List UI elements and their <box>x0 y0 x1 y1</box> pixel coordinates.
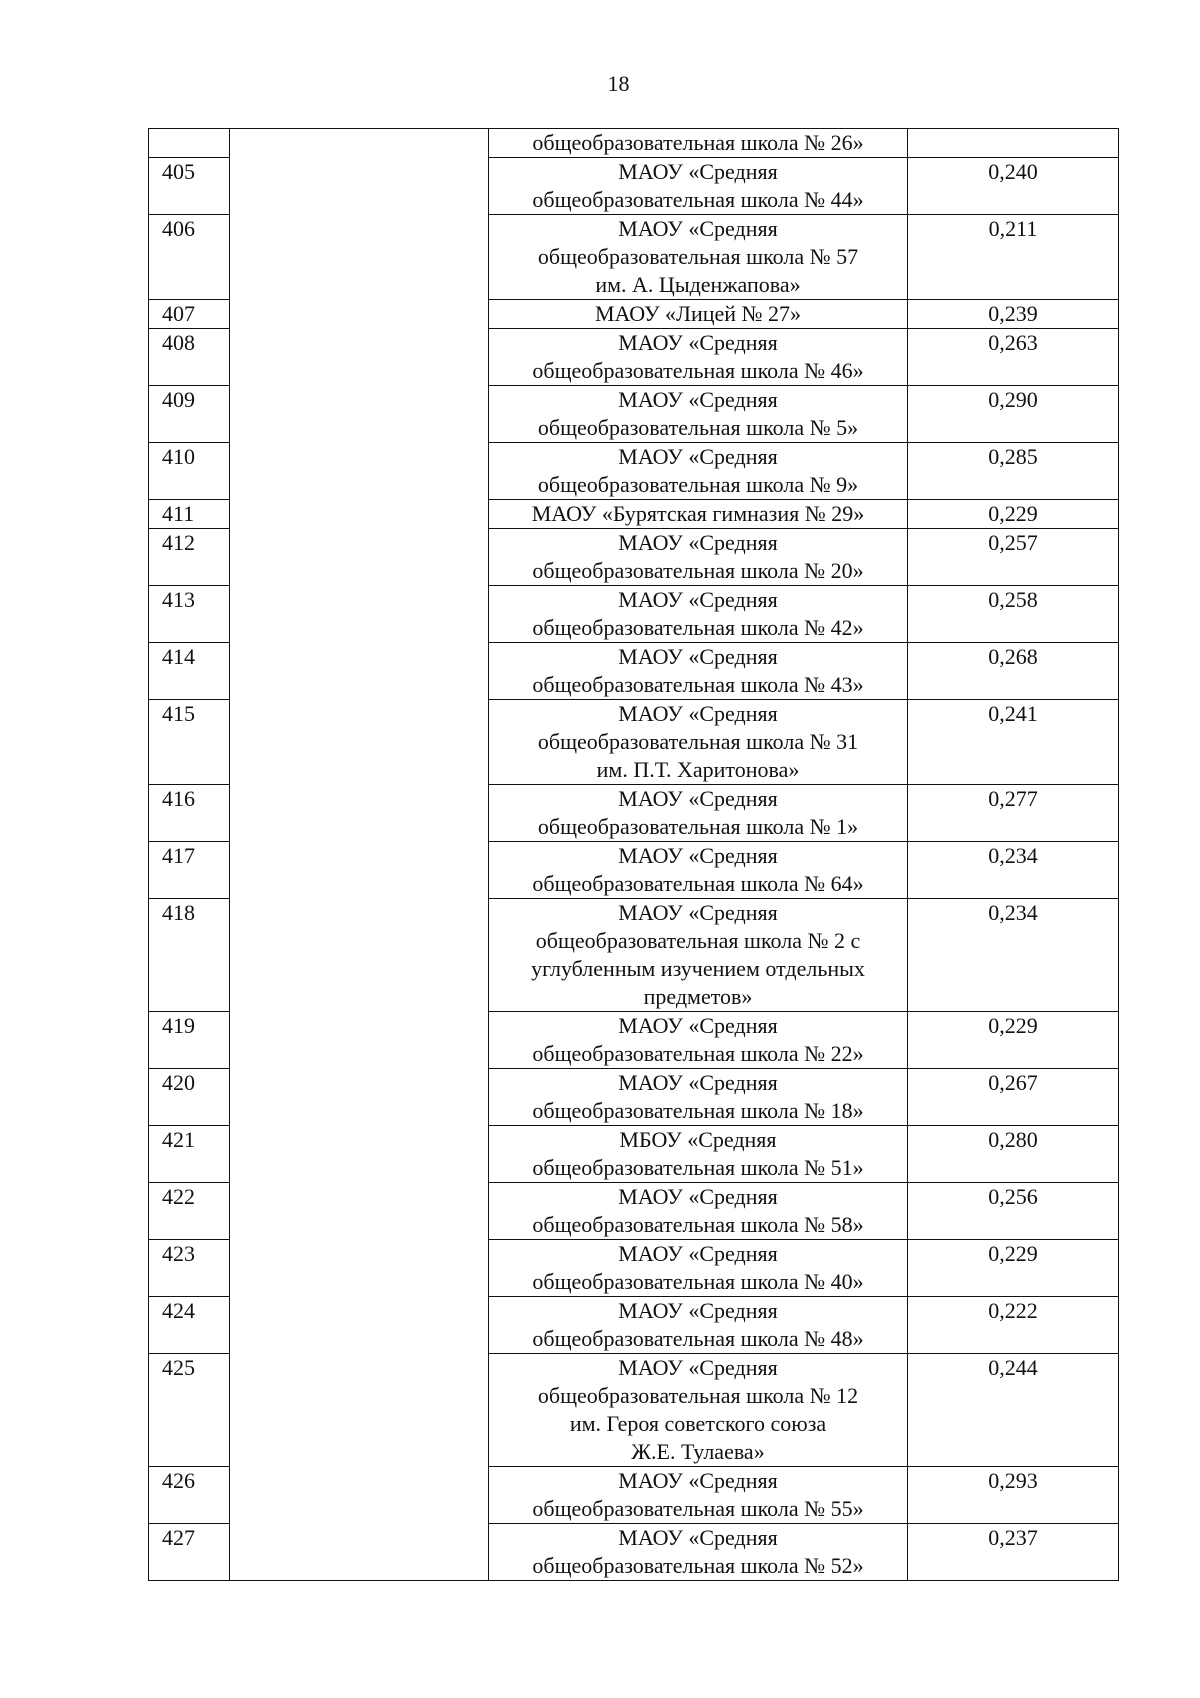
school-name-cell <box>489 1467 908 1524</box>
value-cell: 0,263 <box>908 329 1119 386</box>
school-name-line: общеобразовательная школа № 48» <box>532 1326 864 1351</box>
row-number-cell: 407 <box>149 300 230 329</box>
row-number-cell: 423 <box>149 1240 230 1297</box>
school-name-line: общеобразовательная школа № 43» <box>532 672 864 697</box>
school-name-line: общеобразовательная школа № 51» <box>532 1155 864 1180</box>
school-name-line: общеобразовательная школа № 64» <box>532 871 864 896</box>
school-name-line: общеобразовательная школа № 22» <box>532 1041 864 1066</box>
school-name-line: МАОУ «Средняя <box>618 1298 778 1323</box>
school-name-line: МБОУ «Средняя <box>619 1127 777 1152</box>
school-name-line: общеобразовательная школа № 12 <box>537 1383 859 1408</box>
school-name-line: МАОУ «Средняя <box>618 1184 778 1209</box>
value-cell: 0,244 <box>908 1354 1119 1467</box>
school-name-cell <box>489 1126 908 1183</box>
row-number-cell: 416 <box>149 785 230 842</box>
school-name-line: общеобразовательная школа № 26» <box>532 130 864 155</box>
value-cell: 0,267 <box>908 1069 1119 1126</box>
school-name-line: МАОУ «Лицей № 27» <box>594 301 802 326</box>
school-name-line: общеобразовательная школа № 40» <box>532 1269 864 1294</box>
school-name-line: им. П.Т. Харитонова» <box>596 757 800 782</box>
school-name-line: МАОУ «Средняя <box>618 444 778 469</box>
school-name-line: МАОУ «Средняя <box>618 900 778 925</box>
value-cell: 0,239 <box>908 300 1119 329</box>
value-cell: 0,290 <box>908 386 1119 443</box>
school-name-line: МАОУ «Средняя <box>618 786 778 811</box>
value-cell: 0,258 <box>908 586 1119 643</box>
table-row <box>149 129 1119 158</box>
value-cell: 0,241 <box>908 700 1119 785</box>
school-name-line: МАОУ «Средняя <box>618 1468 778 1493</box>
school-name-line: МАОУ «Средняя <box>618 843 778 868</box>
school-name-line: МАОУ «Средняя <box>618 1355 778 1380</box>
school-name-line: МАОУ «Средняя <box>618 644 778 669</box>
school-name-cell <box>489 329 908 386</box>
row-number-cell: 420 <box>149 1069 230 1126</box>
school-name-cell <box>489 500 908 529</box>
school-name-line: МАОУ «Средняя <box>618 587 778 612</box>
school-name-line: общеобразовательная школа № 44» <box>532 187 864 212</box>
school-name-cell <box>489 899 908 1012</box>
school-name-cell <box>489 586 908 643</box>
row-number-cell: 427 <box>149 1524 230 1581</box>
school-name-line: им. А. Цыденжапова» <box>595 272 801 297</box>
school-name-line: МАОУ «Средняя <box>618 701 778 726</box>
school-name-line: МАОУ «Средняя <box>618 1013 778 1038</box>
school-name-cell <box>489 215 908 300</box>
value-cell: 0,268 <box>908 643 1119 700</box>
school-name-line: МАОУ «Средняя <box>618 216 778 241</box>
row-number-cell: 422 <box>149 1183 230 1240</box>
school-name-line: МАОУ «Средняя <box>618 330 778 355</box>
school-name-cell <box>489 1240 908 1297</box>
school-name-line: предметов» <box>643 984 753 1009</box>
school-name-cell <box>489 700 908 785</box>
value-cell: 0,240 <box>908 158 1119 215</box>
school-name-cell <box>489 300 908 329</box>
value-cell: 0,229 <box>908 1012 1119 1069</box>
value-cell: 0,237 <box>908 1524 1119 1581</box>
school-name-line: общеобразовательная школа № 18» <box>532 1098 864 1123</box>
school-name-cell <box>489 529 908 586</box>
school-name-cell <box>489 1524 908 1581</box>
school-name-line: МАОУ «Бурятская гимназия № 29» <box>531 501 865 526</box>
school-name-line: углубленным изучением отдельных <box>531 956 865 981</box>
value-cell: 0,211 <box>908 215 1119 300</box>
value-cell: 0,277 <box>908 785 1119 842</box>
school-name-line: МАОУ «Средняя <box>618 1241 778 1266</box>
school-name-line: общеобразовательная школа № 1» <box>537 814 859 839</box>
row-number-cell: 409 <box>149 386 230 443</box>
school-name-line: общеобразовательная школа № 2 с <box>535 928 861 953</box>
school-name-cell <box>489 158 908 215</box>
merged-empty-cell <box>230 129 489 1581</box>
value-cell: 0,293 <box>908 1467 1119 1524</box>
school-name-line: общеобразовательная школа № 55» <box>532 1496 864 1521</box>
value-cell: 0,234 <box>908 899 1119 1012</box>
value-cell: 0,229 <box>908 1240 1119 1297</box>
row-number-cell: 406 <box>149 215 230 300</box>
table-body <box>149 129 1119 1581</box>
school-name-line: общеобразовательная школа № 31 <box>537 729 859 754</box>
school-name-line: общеобразовательная школа № 9» <box>537 472 859 497</box>
school-name-cell <box>489 1354 908 1467</box>
school-name-cell <box>489 386 908 443</box>
row-number-cell: 411 <box>149 500 230 529</box>
value-cell: 0,222 <box>908 1297 1119 1354</box>
value-cell <box>908 129 1119 158</box>
row-number-cell: 417 <box>149 842 230 899</box>
school-name-line: им. Героя советского союза <box>569 1411 827 1436</box>
value-cell: 0,257 <box>908 529 1119 586</box>
school-name-cell <box>489 1012 908 1069</box>
school-name-line: общеобразовательная школа № 20» <box>532 558 864 583</box>
row-number-cell: 426 <box>149 1467 230 1524</box>
value-cell: 0,280 <box>908 1126 1119 1183</box>
row-number-cell: 415 <box>149 700 230 785</box>
school-name-line: общеобразовательная школа № 58» <box>532 1212 864 1237</box>
row-number-cell: 413 <box>149 586 230 643</box>
row-number-cell <box>149 129 230 158</box>
value-cell: 0,229 <box>908 500 1119 529</box>
school-name-line: МАОУ «Средняя <box>618 159 778 184</box>
school-name-line: общеобразовательная школа № 52» <box>532 1553 864 1578</box>
row-number-cell: 421 <box>149 1126 230 1183</box>
row-number-cell: 424 <box>149 1297 230 1354</box>
school-name-cell <box>489 785 908 842</box>
school-name-line: общеобразовательная школа № 46» <box>532 358 864 383</box>
school-name-cell <box>489 129 908 158</box>
value-cell: 0,285 <box>908 443 1119 500</box>
row-number-cell: 408 <box>149 329 230 386</box>
school-name-cell <box>489 1183 908 1240</box>
school-name-line: общеобразовательная школа № 42» <box>532 615 864 640</box>
school-name-cell <box>489 842 908 899</box>
school-name-cell <box>489 1297 908 1354</box>
row-number-cell: 425 <box>149 1354 230 1467</box>
value-cell: 0,234 <box>908 842 1119 899</box>
schools-table <box>148 128 1119 1581</box>
row-number-cell: 412 <box>149 529 230 586</box>
row-number-cell: 410 <box>149 443 230 500</box>
school-name-line: общеобразовательная школа № 5» <box>537 415 859 440</box>
school-name-cell <box>489 443 908 500</box>
school-name-line: Ж.Е. Тулаева» <box>631 1439 765 1464</box>
school-name-cell <box>489 643 908 700</box>
school-name-line: МАОУ «Средняя <box>618 1525 778 1550</box>
value-cell: 0,256 <box>908 1183 1119 1240</box>
row-number-cell: 419 <box>149 1012 230 1069</box>
school-name-line: МАОУ «Средняя <box>618 1070 778 1095</box>
school-name-line: МАОУ «Средняя <box>618 530 778 555</box>
row-number-cell: 418 <box>149 899 230 1012</box>
row-number-cell: 414 <box>149 643 230 700</box>
school-name-cell <box>489 1069 908 1126</box>
school-name-line: МАОУ «Средняя <box>618 387 778 412</box>
page-number: 18 <box>607 71 630 96</box>
school-name-line: общеобразовательная школа № 57 <box>537 244 859 269</box>
row-number-cell: 405 <box>149 158 230 215</box>
